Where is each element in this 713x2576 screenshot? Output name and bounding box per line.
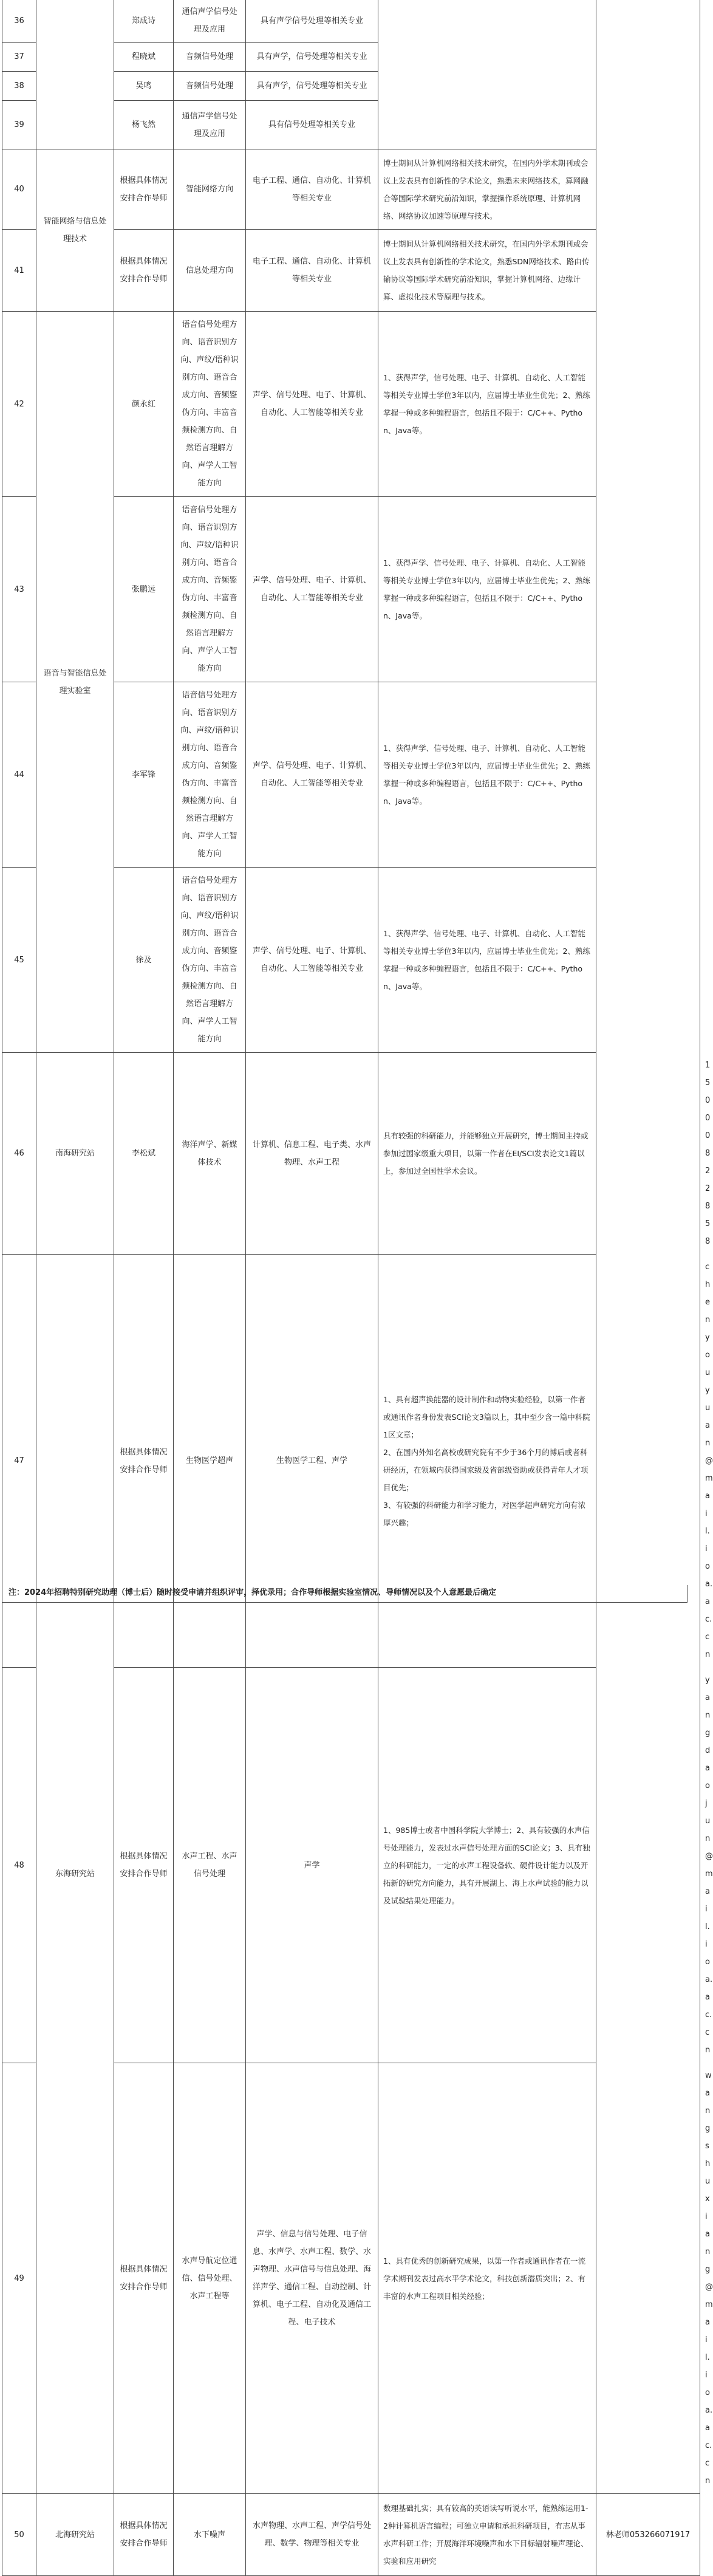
advisor-name: 吴鸣 xyxy=(114,72,174,101)
advisor-name: 李军锋 xyxy=(114,682,174,868)
job-requirements xyxy=(378,1255,596,1668)
research-direction: 水下噪声 xyxy=(174,2494,246,2576)
table-row xyxy=(2,2494,700,2576)
job-requirements: 1、获得声学、信号处理、电子、计算机、自动化、人工智能等相关专业博士学位3年以内，应届博士毕业生优先；2、熟练掌握一种或多种编程语言，包括且不限于：C/C++、Python、Java等。 xyxy=(378,497,596,682)
row-number: 36 xyxy=(2,0,36,43)
row-number: 47 xyxy=(2,1255,36,1668)
job-requirements: 1、获得声学、信号处理、电子、计算机、自动化、人工智能等相关专业博士学位3年以内，应届博士毕业生优先；2、熟练掌握一种或多种编程语言，包括且不限于：C/C++、Python、Java等。 xyxy=(378,868,596,1053)
research-direction: 生物医学超声 xyxy=(174,1255,246,1668)
row-number: 44 xyxy=(2,682,36,868)
advisor-name: 张鹏远 xyxy=(114,497,174,682)
requirement-line: 3、有较强的科研能力和学习能力，对医学超声研究方向有浓厚兴趣； xyxy=(383,1500,585,1527)
lab-name: 语音与智能信息处理实验室 xyxy=(36,312,114,1053)
requirement-line: 1、具有超声换能器的设计制作和动物实验经验，以第一作者或通讯作者身份发表SCI论文3篇以上，其中至少含一篇中科院1区文章； xyxy=(383,1394,590,1439)
research-direction: 语音信号处理方向、语音识别方向、声纹/语种识别方向、语音合成方向、音频鉴伪方向、丰富音频检测方向、自然语言理解方向、声学人工智能方向 xyxy=(174,497,246,682)
advisor-name: 杨飞然 xyxy=(114,101,174,149)
lab-name: 北海研究站 xyxy=(36,2494,114,2576)
research-direction: 音频信号处理 xyxy=(174,43,246,72)
lab-name: 智能网络与信息处理技术 xyxy=(36,149,114,312)
row-number: 39 xyxy=(2,101,36,149)
advisor-name: 郑成诗 xyxy=(114,0,174,43)
row-number: 42 xyxy=(2,312,36,497)
table-row: 47 东海研究站 根据具体情况安排合作导师 生物医学超声 生物医学工程、声学 1、具有超声换能器的设计制作和动物实验经验，以第一作者或通讯作者身份发表SCI论文3篇以上，其中至少含一篇中科院1区文章； 2、在国内外知名高校或研究院有不少于36个月的博后或者科研经历，在领域内获得国家级及省部级资助或获得青年人才项目优先； 3、有较强的科研能力和学习能力，对医学超声研究方向有浓厚兴趣； chenyouyuan@mail.ioa.ac.cn xyxy=(2,1255,700,1668)
advisor-name: 根据具体情况安排合作导师 xyxy=(114,230,174,312)
advisor-name: 根据具体情况安排合作导师 xyxy=(114,2063,174,2494)
requirement-line: 2、在国内外知名高校或研究院有不少于36个月的博后或者科研经历，在领域内获得国家级及省部级资助或获得青年人才项目优先； xyxy=(383,1447,588,1492)
row-number: 41 xyxy=(2,230,36,312)
job-requirements: 1、985博士或者中国科学院大学博士；2、具有较强的水声信号处理能力，发表过水声信号处理方面的SCI论文；3、具有独立的科研能力，一定的水声工程设备软、硬件设计能力以及开拓新的研究方向能力，具有开展湖上、海上水声试验的能力以及试验结果处理能力。 xyxy=(378,1668,596,2063)
research-direction: 通信声学信号处理及应用 xyxy=(174,0,246,43)
job-requirements: 博士期间从计算机网络相关技术研究，在国内外学术期刊或会议上发表具有创新性的学术论文，熟悉未来网络技术，算网融合等国际学术研究前沿知识，掌握操作系统原理、计算机网络、网络协议加速等原理与技术。 xyxy=(378,149,596,230)
row-number: 48 xyxy=(2,1668,36,2063)
table-row: 48 根据具体情况安排合作导师 水声工程、水声信号处理 声学 1、985博士或者中国科学院大学博士；2、具有较强的水声信号处理能力，发表过水声信号处理方面的SCI论文；3、具有独立的科研能力，一定的水声工程设备软、硬件设计能力以及开拓新的研究方向能力，具有开展湖上、海上水声试验的能力以及试验结果处理能力。 yangdaojun@mail.ioa.ac.cn xyxy=(2,1668,700,2063)
major-requirement: 声学、信号处理、电子、计算机、自动化、人工智能等相关专业 xyxy=(246,682,378,868)
row-number: 46 xyxy=(2,1053,36,1255)
job-requirements: 1、获得声学，信号处理、电子、计算机、自动化、人工智能等相关专业博士学位3年以内，应届博士毕业生优先；2、熟练掌握一种或多种编程语言，包括且不限于：C/C++、Python、Java等。 xyxy=(378,312,596,497)
advisor-name: 徐及 xyxy=(114,868,174,1053)
major-requirement: 具有信号处理等相关专业 xyxy=(246,101,378,149)
major-requirement: 具有声学，信号处理等相关专业 xyxy=(246,43,378,72)
postdoc-table xyxy=(2,0,713,2576)
major-requirement: 电子工程、通信、自动化、计算机等相关专业 xyxy=(246,230,378,312)
job-requirements: 博士期间从计算机网络相关技术研究，在国内外学术期刊或会议上发表具有创新性的学术论文，熟悉SDN网络技术、路由传输协议等国际学术研究前沿知识，掌握计算机网络、边缘计算、虚拟化技术等原理与技术。 xyxy=(378,230,596,312)
research-direction: 音频信号处理 xyxy=(174,72,246,101)
lab-name: 东海研究站 xyxy=(36,1255,114,2494)
job-requirements: 数理基础扎实；具有较高的英语读写听说水平，能熟练运用1-2种计算机语言编程；可独立申请和承担科研项目，有志从事水声科研工作；开展海洋环境噪声和水下目标辐射噪声理论、实验和应用研究 xyxy=(378,2494,596,2576)
job-requirements: 1、获得声学、信号处理、电子、计算机、自动化、人工智能等相关专业博士学位3年以内，应届博士毕业生优先；2、熟练掌握一种或多种编程语言，包括且不限于：C/C++、Python、Java等。 xyxy=(378,682,596,868)
advisor-name: 根据具体情况安排合作导师 xyxy=(114,1255,174,1668)
major-requirement: 水声物理、水声工程、声学信号处理、数学、物理等相关专业 xyxy=(246,2494,378,2576)
major-requirement: 声学、信息与信号处理、电子信息、水声学、水声工程、数学、水声物理、水声信号与信息处理、海洋声学、通信工程、自动控制、计算机、电子工程、自动化及通信工程、电子技术 xyxy=(246,2063,378,2494)
table-row xyxy=(2,312,700,497)
row-number: 43 xyxy=(2,497,36,682)
major-requirement: 声学、信号处理、电子、计算机、自动化、人工智能等相关专业 xyxy=(246,497,378,682)
row-number: 45 xyxy=(2,868,36,1053)
footer-note: 注：2024年招聘特别研究助理（博士后）随时接受申请并组织评审，择优录用；合作导师根据实验室情况、导师情况以及个人意愿最后确定 xyxy=(2,1585,687,1603)
table-row xyxy=(2,0,700,43)
table-row: 46 南海研究站 李松斌 海洋声学、新媒体技术 计算机、信息工程、电子类、水声物理、水声工程 具有较强的科研能力，并能够独立开展研究，博士期间主持或参加过国家级重大项目，以第一作者在EI/SCI发表论文1篇以上，参加过全国性学术会议。 15000822858 xyxy=(2,1053,700,1255)
row-number: 49 xyxy=(2,2063,36,2494)
lab-name: 南海研究站 xyxy=(36,1053,114,1255)
major-requirement: 声学、信号处理、电子、计算机、自动化、人工智能等相关专业 xyxy=(246,312,378,497)
table-row xyxy=(2,149,700,230)
advisor-name: 根据具体情况安排合作导师 xyxy=(114,1668,174,2063)
research-direction: 信息处理方向 xyxy=(174,230,246,312)
advisor-name: 颜永红 xyxy=(114,312,174,497)
major-requirement: 声学 xyxy=(246,1668,378,2063)
job-requirements: 具有较强的科研能力，并能够独立开展研究，博士期间主持或参加过国家级重大项目，以第一作者在EI/SCI发表论文1篇以上，参加过全国性学术会议。 xyxy=(378,1053,596,1255)
major-requirement: 计算机、信息工程、电子类、水声物理、水声工程 xyxy=(246,1053,378,1255)
row-number: 37 xyxy=(2,43,36,72)
row-number: 38 xyxy=(2,72,36,101)
advisor-name: 根据具体情况安排合作导师 xyxy=(114,149,174,230)
major-requirement: 电子工程、通信、自动化、计算机等相关专业 xyxy=(246,149,378,230)
major-requirement: 生物医学工程、声学 xyxy=(246,1255,378,1668)
research-direction: 通信声学信号处理及应用 xyxy=(174,101,246,149)
row-number: 40 xyxy=(2,149,36,230)
advisor-name: 程晓斌 xyxy=(114,43,174,72)
job-requirements: 1、具有优秀的创新研究成果，以第一作者或通讯作者在一流学术期刊发表过高水平学术论文，科技创新潜质突出；2、有丰富的水声工程项目相关经验； xyxy=(378,2063,596,2494)
research-direction: 语音信号处理方向、语音识别方向、声纹/语种识别方向、语音合成方向、音频鉴伪方向、丰富音频检测方向、自然语言理解方向、声学人工智能方向 xyxy=(174,312,246,497)
research-direction: 海洋声学、新媒体技术 xyxy=(174,1053,246,1255)
advisor-name: 李松斌 xyxy=(114,1053,174,1255)
major-requirement: 具有声学信号处理等相关专业 xyxy=(246,0,378,43)
contact-phone: 林老师053266071917 xyxy=(596,2494,700,2576)
lab-cell xyxy=(36,0,114,149)
major-requirement: 声学、信号处理、电子、计算机、自动化、人工智能等相关专业 xyxy=(246,868,378,1053)
table-row: 49 根据具体情况安排合作导师 水声导航定位通信、信号处理、水声工程等 声学、信息与信号处理、电子信息、水声学、水声工程、数学、水声物理、水声信号与信息处理、海洋声学、通信工程、自动控制、计算机、电子工程、自动化及通信工程、电子技术 1、具有优秀的创新研究成果，以第一作者或通讯作者在一流学术期刊发表过高水平学术论文，科技创新潜质突出；2、有丰富的水声工程项目相关经验； wangshuxiang@mail.ioa.ac.cn xyxy=(2,2063,700,2494)
major-requirement: 具有声学，信号处理等相关专业 xyxy=(246,72,378,101)
requirements-cell xyxy=(378,0,596,149)
research-direction: 水声工程、水声信号处理 xyxy=(174,1668,246,2063)
advisor-name: 根据具体情况安排合作导师 xyxy=(114,2494,174,2576)
research-direction: 语音信号处理方向、语音识别方向、声纹/语种识别方向、语音合成方向、音频鉴伪方向、丰富音频检测方向、自然语言理解方向、声学人工智能方向 xyxy=(174,868,246,1053)
contact-cell xyxy=(596,0,700,2494)
research-direction: 智能网络方向 xyxy=(174,149,246,230)
research-direction: 水声导航定位通信、信号处理、水声工程等 xyxy=(174,2063,246,2494)
row-number: 50 xyxy=(2,2494,36,2576)
research-direction: 语音信号处理方向、语音识别方向、声纹/语种识别方向、语音合成方向、音频鉴伪方向、丰富音频检测方向、自然语言理解方向、声学人工智能方向 xyxy=(174,682,246,868)
